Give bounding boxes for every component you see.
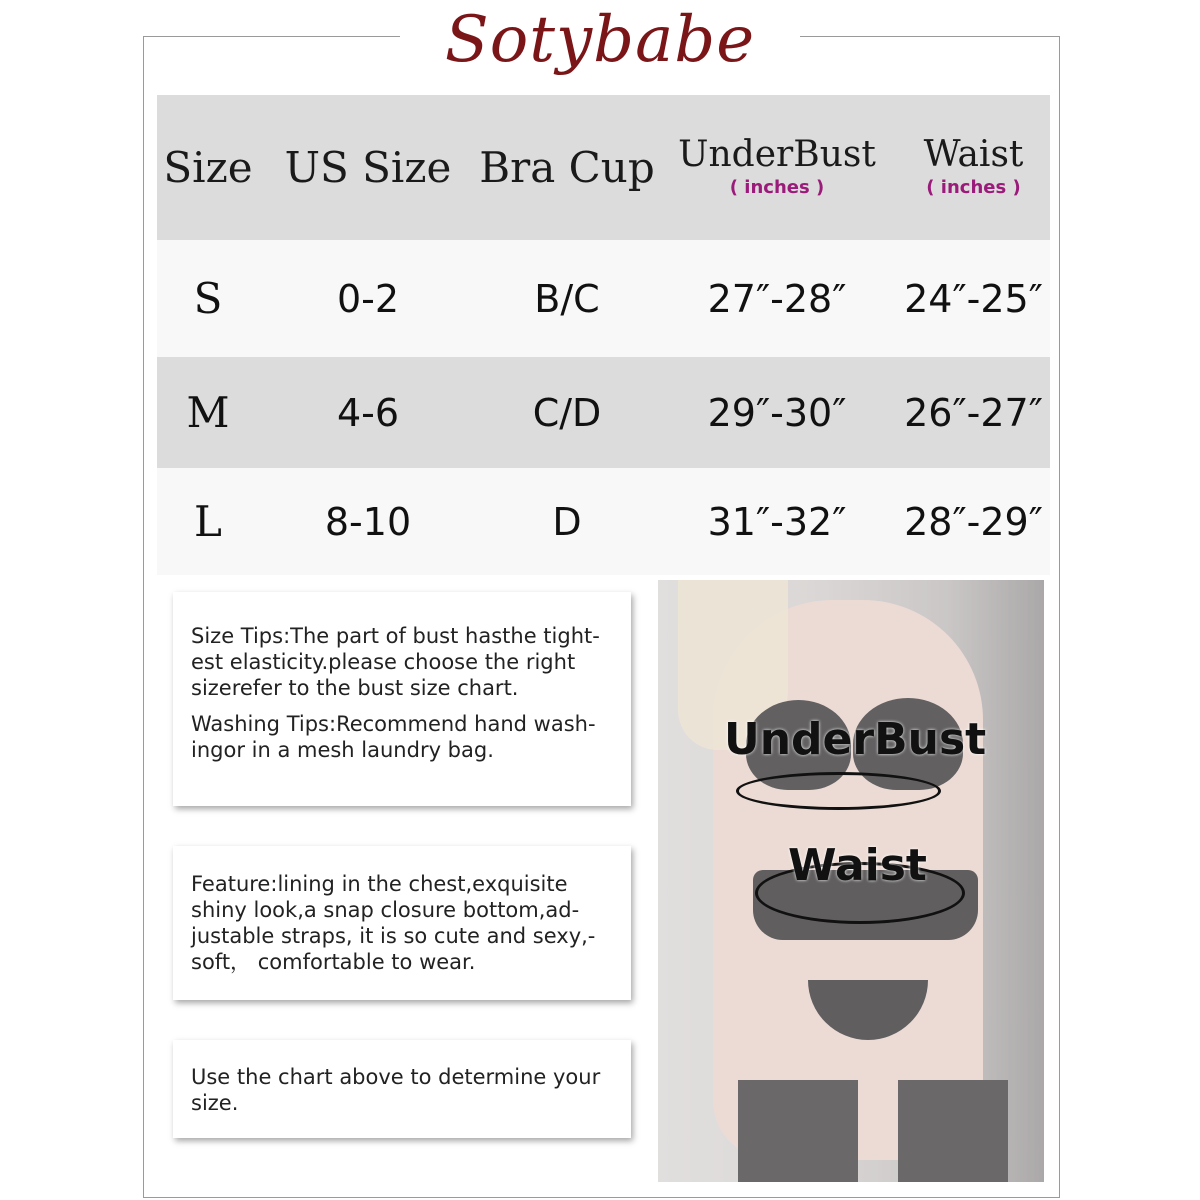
bra-cup-cell: B/C	[534, 276, 600, 321]
header-waist: Waist ( inches )	[923, 134, 1024, 198]
bra-cup-cell: C/D	[532, 390, 602, 435]
size-cell: S	[193, 274, 223, 323]
header-underbust: UnderBust ( inches )	[678, 134, 876, 198]
us-size-cell: 8-10	[324, 499, 412, 544]
us-size-cell: 4-6	[336, 390, 400, 435]
size-tips-label: Size Tips:	[191, 624, 291, 648]
waist-photo-label: Waist	[788, 840, 927, 891]
size-tips	[191, 623, 613, 701]
feature-text: lining in the chest,exquisite shiny look,a snap closure bottom,ad-justable straps, it is so cute and sexy,-soft， comfortable to wear.	[191, 872, 596, 974]
us-size-cell: 0-2	[336, 276, 400, 321]
waist-cell: 28″-29″	[904, 499, 1043, 544]
washing-tips	[191, 711, 613, 763]
waist-cell: 24″-25″	[904, 276, 1043, 321]
underbust-cell: 31″-32″	[707, 499, 847, 544]
table-row	[157, 468, 1050, 575]
waist-cell: 26″-27″	[904, 390, 1043, 435]
size-cell: L	[194, 497, 222, 546]
chart-note-card	[173, 1040, 631, 1138]
header-bra-cup: Bra Cup	[479, 143, 655, 192]
washing-tips-text: Recommend hand wash-ingor in a mesh laundry bag.	[191, 712, 596, 762]
waist-unit: ( inches )	[926, 177, 1021, 198]
underbust-measure-ring	[736, 772, 941, 810]
chart-note: Use the chart above to determine your size.	[191, 1065, 601, 1115]
feature-label: Feature:	[191, 872, 278, 896]
underbust-unit: ( inches )	[729, 177, 825, 198]
washing-tips-label: Washing Tips:	[191, 712, 337, 736]
size-washing-tips-card	[173, 592, 631, 806]
feature-card	[173, 846, 631, 1000]
feature	[191, 871, 613, 975]
size-cell: M	[186, 388, 230, 437]
bra-cup-cell: D	[552, 499, 582, 544]
header-size: Size	[163, 143, 253, 192]
underbust-cell: 29″-30″	[707, 390, 847, 435]
model-photo	[658, 580, 1044, 1182]
size-tips-text: The part of bust hasthe tight-est elasticity.please choose the right sizerefer to the bust size chart.	[191, 624, 600, 700]
table-header-row	[157, 95, 1050, 240]
table-row	[157, 240, 1050, 357]
header-us-size: US Size	[284, 143, 452, 192]
brand-logo: Sotybabe	[444, 3, 756, 77]
underbust-cell: 27″-28″	[707, 276, 847, 321]
table-row	[157, 357, 1050, 468]
underbust-photo-label: UnderBust	[724, 714, 987, 765]
